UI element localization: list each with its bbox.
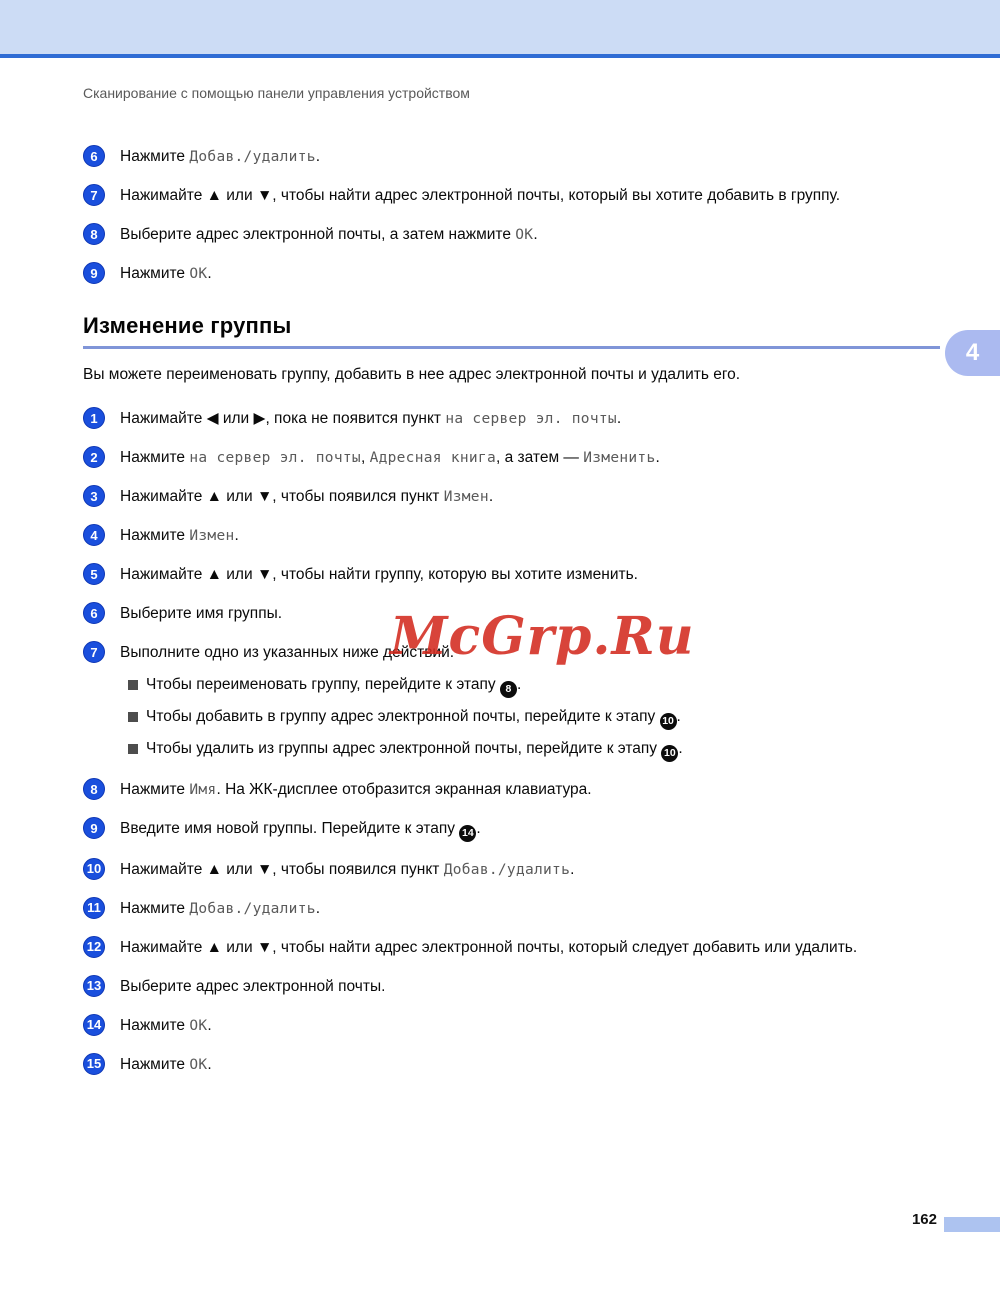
step-text: Нажимайте ◀ или ▶, пока не появится пункт на сервер эл. почты.	[120, 410, 622, 427]
step-number-badge: 13	[83, 975, 105, 997]
bullet-item	[128, 674, 940, 698]
step-row	[83, 858, 940, 881]
step-row	[83, 563, 940, 586]
step-ref-badge: 10	[660, 713, 677, 730]
step-text: Нажимайте ▲ или ▼, чтобы найти адрес электронной почты, который следует добавить или удалить.	[120, 938, 858, 956]
step-number-badge: 7	[83, 641, 105, 663]
step-number-badge: 3	[83, 485, 105, 507]
lcd-menu-text: Добав./удалить	[189, 149, 316, 165]
lcd-menu-text: Измен	[189, 528, 235, 544]
lcd-menu-text: Изменить	[583, 450, 656, 466]
lcd-menu-text: OK	[189, 266, 208, 282]
step-text: Выберите адрес электронной почты.	[120, 977, 386, 995]
step-ref-badge: 8	[500, 681, 517, 698]
step-number-badge: 6	[83, 602, 105, 624]
step-ref-badge: 10	[661, 745, 678, 762]
lcd-menu-text: на сервер эл. почты	[189, 450, 361, 466]
step-text: Выберите адрес электронной почты, а затем нажмите OK.	[120, 226, 538, 243]
step-text: Нажимайте ▲ или ▼, чтобы найти адрес электронной почты, который вы хотите добавить в группу.	[120, 187, 841, 204]
step-text: Нажмите Измен.	[120, 527, 239, 544]
step-text: Нажмите Добав./удалить.	[120, 899, 321, 917]
step-text: Нажмите OK.	[120, 265, 212, 282]
step-number-badge: 2	[83, 446, 105, 468]
bullet-square-icon	[128, 712, 138, 722]
chapter-tab-label: 4	[965, 339, 980, 366]
step-text: Нажимайте ▲ или ▼, чтобы появился пункт Добав./удалить.	[120, 860, 575, 878]
step-number-badge: 5	[83, 563, 105, 585]
step-ref-badge: 14	[459, 825, 476, 842]
step-number-badge: 10	[83, 858, 105, 880]
bullet-text: Чтобы добавить в группу адрес электронной почты, перейдите к этапу 10 .	[146, 706, 681, 730]
step-number-badge: 9	[83, 262, 105, 284]
step-row	[83, 1014, 940, 1037]
lcd-menu-text: Имя	[189, 782, 217, 798]
step-number-badge: 12	[83, 936, 105, 958]
section-title: Изменение группы	[83, 313, 292, 338]
step-row	[83, 184, 940, 207]
step-number-badge: 8	[83, 778, 105, 800]
step-number-badge: 6	[83, 145, 105, 167]
step-number-badge: 9	[83, 817, 105, 839]
step-number-badge: 11	[83, 897, 105, 919]
footer-bar	[944, 1217, 1000, 1232]
bullet-text: Чтобы удалить из группы адрес электронной почты, перейдите к этапу 10 .	[146, 738, 683, 762]
step-row	[83, 936, 940, 959]
step-row	[83, 262, 940, 285]
step-text: Нажмите на сервер эл. почты, Адресная книга, а затем — Изменить.	[120, 449, 660, 466]
bullet-item	[128, 706, 940, 730]
watermark-text: McGrp.Ru	[390, 606, 695, 667]
page-number: 162	[911, 1211, 937, 1228]
top-band	[0, 0, 1000, 58]
bullet-square-icon	[128, 744, 138, 754]
step-number-badge: 8	[83, 223, 105, 245]
step-row	[83, 975, 940, 998]
step-number-badge: 1	[83, 407, 105, 429]
step-row	[83, 778, 940, 801]
step-number-badge: 7	[83, 184, 105, 206]
step-text: Нажимайте ▲ или ▼, чтобы появился пункт Измен.	[120, 488, 494, 505]
lcd-menu-text: OK	[189, 1017, 208, 1034]
step-row	[83, 1053, 940, 1076]
step-text: Выберите имя группы.	[120, 605, 283, 622]
step-row	[83, 407, 940, 430]
lcd-menu-text: Добав./удалить	[189, 900, 316, 917]
running-header: Сканирование с помощью панели управления устройством	[83, 85, 470, 101]
step-row	[83, 817, 940, 842]
page-content	[83, 145, 940, 1092]
steps-list-top	[83, 145, 940, 285]
lcd-menu-text: Добав./удалить	[443, 861, 571, 878]
step-text: Нажимайте ▲ или ▼, чтобы найти группу, которую вы хотите изменить.	[120, 566, 638, 583]
section-heading-rule	[83, 313, 940, 349]
bullet-text: Чтобы переименовать группу, перейдите к этапу 8 .	[146, 674, 521, 698]
step-text: Выполните одно из указанных ниже действий.	[120, 644, 455, 661]
section-intro: Вы можете переименовать группу, добавить в нее адрес электронной почты и удалить его.	[83, 366, 741, 383]
step-number-badge: 14	[83, 1014, 105, 1036]
lcd-menu-text: на сервер эл. почты	[445, 411, 617, 427]
lcd-menu-text: OK	[189, 1056, 208, 1073]
step-text: Нажмите Имя. На ЖК-дисплее отобразится экранная клавиатура.	[120, 781, 592, 798]
lcd-menu-text: Измен	[443, 489, 489, 505]
step-row	[83, 524, 940, 547]
step-text: Нажмите Добав./удалить.	[120, 148, 321, 165]
step-row	[83, 446, 940, 469]
bullet-item	[128, 738, 940, 762]
step-text: Нажмите OK.	[120, 1055, 212, 1073]
step-row	[83, 602, 940, 625]
bullet-square-icon	[128, 680, 138, 690]
step-row	[83, 897, 940, 920]
step-row	[83, 223, 940, 246]
lcd-menu-text: OK	[515, 227, 534, 243]
step-row	[83, 145, 940, 168]
step-text: Введите имя новой группы. Перейдите к этапу 14 .	[120, 817, 481, 842]
step-number-badge: 4	[83, 524, 105, 546]
step-number-badge: 15	[83, 1053, 105, 1075]
step-row	[83, 641, 940, 664]
steps-list-main	[83, 407, 940, 1076]
step-text: Нажмите OK.	[120, 1016, 212, 1034]
lcd-menu-text: Адресная книга	[369, 450, 496, 466]
step-row	[83, 485, 940, 508]
chapter-tab	[945, 330, 1000, 376]
